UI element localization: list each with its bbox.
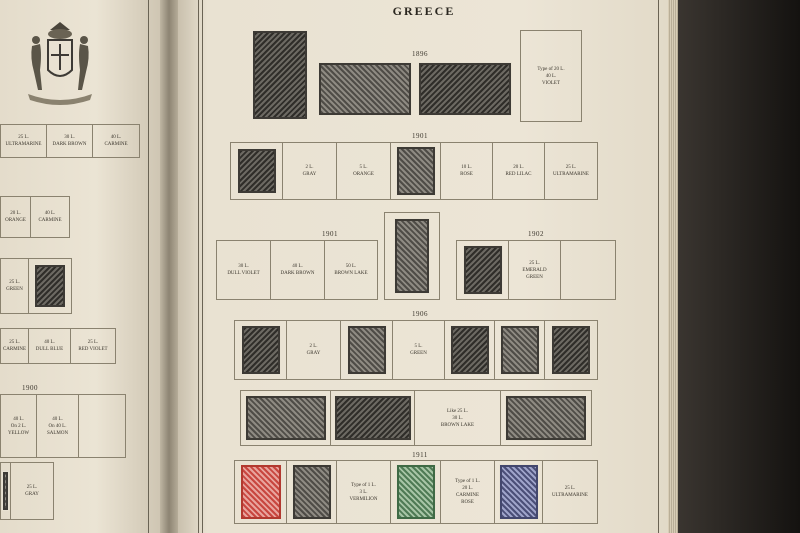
left-year-label: 1900 — [22, 384, 38, 392]
row-1906-b-stamp-3 — [501, 391, 591, 445]
hermes-stamp-2 — [396, 146, 436, 196]
row-1906-a-stamp-1 — [235, 321, 287, 379]
olympic-stadium-stamp — [418, 62, 512, 116]
olympic-stamp-large — [252, 30, 308, 120]
hermes-stamp-1 — [237, 148, 277, 194]
row-1896 — [318, 62, 518, 120]
olympic-1906-stamp-2 — [347, 325, 387, 375]
left-row-3-stamp-cell — [29, 259, 71, 313]
violet-hermes-stamp — [499, 464, 539, 520]
red-hermes-stamp — [240, 464, 282, 520]
hermes-head-stamp-1902 — [463, 245, 503, 295]
left-row-4-cell-3: 25 L. RED VIOLET — [78, 340, 108, 352]
row-1902-empty — [561, 241, 615, 299]
hermes-head-stamp — [34, 264, 66, 308]
row-1901-a-stamp-2 — [391, 143, 441, 199]
year-1896: 1896 — [412, 50, 428, 58]
row-1906-a-cell-1: 2 L. GRAY — [287, 321, 341, 379]
row-1901-a-cell-1: 2 L. GRAY — [283, 143, 337, 199]
partial-stamp — [2, 471, 9, 511]
olympic-1906-stamp-1 — [241, 325, 281, 375]
book-spine — [160, 0, 178, 533]
row-1911-stamp-1 — [235, 461, 287, 523]
box-1896-violet-text: Type of 20 L. 40 L. VIOLET — [537, 66, 565, 86]
coat-of-arms-emblem — [22, 18, 98, 110]
left-row-6-stamp-cell — [1, 463, 11, 519]
row-1911-cell-1: Type of 1 L. 3 L. VERMILION — [337, 461, 391, 523]
row-1901-a-cell-2: 5 L. ORANGE — [337, 143, 391, 199]
row-1906-b-stamp-1 — [241, 391, 331, 445]
page-title: GREECE — [392, 4, 456, 18]
row-1902-cell-1: 25 L. EMERALD GREEN — [509, 241, 561, 299]
olympic-wide-stamp-3 — [505, 395, 587, 441]
olympic-1906-stamp-3 — [450, 325, 490, 375]
right-page-border-right — [658, 0, 659, 533]
row-1901-b-cell-3: 50 L. BROWN LAKE — [334, 264, 368, 276]
left-page-border — [148, 0, 149, 533]
olympic-1906-stamp-5 — [551, 325, 591, 375]
left-row-2-cell-2: 40 L. CARMINE — [38, 211, 62, 223]
row-1911-stamp-3 — [391, 461, 441, 523]
year-1901-b: 1901 — [322, 230, 338, 238]
row-1906-a-stamp-3 — [445, 321, 495, 379]
left-row-4-cell-1: 25 L. CARMINE — [1, 329, 29, 363]
row-1906-a-stamp-4 — [495, 321, 545, 379]
left-row-1-cell-1: 25 L. ULTRAMARINE — [1, 125, 47, 157]
row-1906-a-stamp-5 — [545, 321, 597, 379]
olympic-chariot-stamp — [318, 62, 412, 116]
left-row-3-cell-1: 25 L. GREEN — [1, 259, 29, 313]
left-row-5-cell-1: 40 L. On 2 L. YELLOW — [1, 395, 37, 457]
row-1911 — [234, 460, 598, 524]
page-stack-edge — [668, 0, 678, 533]
left-row-5-cell-2: 40 L. On 40 L. SALMON — [37, 395, 79, 457]
left-row-1 — [0, 124, 140, 158]
row-1901-b-cell-2: 40 L. DARK BROWN — [271, 241, 325, 299]
left-row-4 — [0, 328, 116, 364]
row-1906-b — [240, 390, 592, 446]
left-row-1-cell-2: 30 L. DARK BROWN — [47, 125, 93, 157]
year-1901-a: 1901 — [412, 132, 428, 140]
row-1906-a-cell-2: 5 L. GREEN — [393, 321, 445, 379]
left-row-2-cell-1: 20 L. ORANGE — [1, 197, 31, 237]
row-1901-b — [216, 240, 378, 300]
row-1911-cell-2: Type of 1 L. 20 L. CARMINE ROSE — [441, 461, 495, 523]
gray-iris-stamp — [292, 464, 332, 520]
background-table — [678, 0, 800, 533]
row-1901-b-cell-1: 30 L. DULL VIOLET — [217, 241, 271, 299]
left-row-6 — [0, 462, 54, 520]
row-1901-a-cell-3: 10 L. ROSE — [441, 143, 493, 199]
row-1901-a — [230, 142, 598, 200]
row-1906-b-cell-1: Like 25 L. 30 L. BROWN LAKE — [415, 391, 501, 445]
left-row-4-cell-2: 40 L. DULL BLUE — [29, 329, 71, 363]
year-1911: 1911 — [412, 451, 428, 459]
left-row-2 — [0, 196, 70, 238]
row-1902-stamp-cell — [457, 241, 509, 299]
left-row-5 — [0, 394, 126, 458]
olympic-wide-stamp-2 — [334, 395, 412, 441]
row-1911-stamp-4 — [495, 461, 543, 523]
box-1896-violet — [520, 30, 582, 122]
left-row-5-empty — [79, 395, 125, 457]
left-album-page — [0, 0, 160, 533]
olympic-wide-stamp-1 — [245, 395, 327, 441]
row-1901-a-stamp-1 — [231, 143, 283, 199]
row-1906-a — [234, 320, 598, 380]
year-1906: 1906 — [412, 310, 428, 318]
left-row-3 — [0, 258, 72, 314]
olympic-1906-stamp-4 — [500, 325, 540, 375]
right-page-border-left — [198, 0, 199, 533]
row-1911-cell-3: 25 L. ULTRAMARINE — [552, 486, 588, 498]
row-1906-b-stamp-2 — [331, 391, 415, 445]
row-1901-a-cell-5: 25 L. ULTRAMARINE — [553, 165, 589, 177]
hermes-tall-stamp — [394, 218, 430, 294]
row-1906-a-stamp-2 — [341, 321, 393, 379]
right-album-page — [178, 0, 670, 533]
box-1901-large-stamp — [384, 212, 440, 300]
row-1911-stamp-2 — [287, 461, 337, 523]
left-row-6-cell-1: 25 L. GRAY — [25, 485, 39, 497]
right-page-border-left-inner — [202, 0, 203, 533]
row-1902 — [456, 240, 616, 300]
box-1901-large-stamp-cell — [385, 213, 439, 299]
left-row-1-cell-3: 40 L. CARMINE — [104, 135, 128, 147]
row-1901-a-cell-4: 20 L. RED LILAC — [493, 143, 545, 199]
year-1902: 1902 — [528, 230, 544, 238]
green-iris-stamp — [396, 464, 436, 520]
